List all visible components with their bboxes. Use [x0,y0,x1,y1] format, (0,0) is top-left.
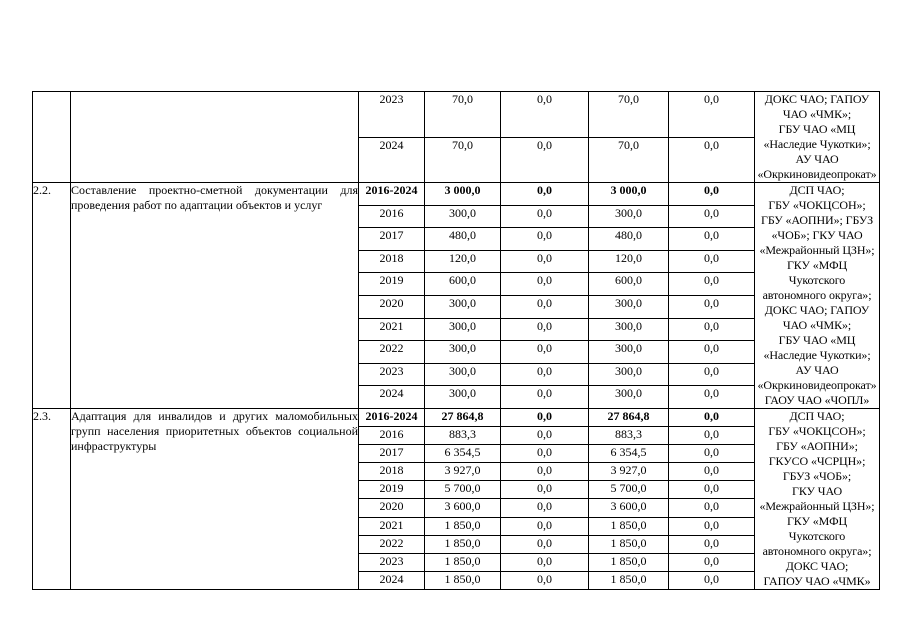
executor-line: ГКУСО «ЧСРЦН»; [768,454,866,468]
federal-cell: 0,0 [501,318,589,341]
program-table [32,91,880,590]
total-cell: 3 000,0 [425,183,501,206]
federal-cell: 0,0 [501,228,589,251]
regional-cell: 1 850,0 [589,553,669,571]
executor-line: ДСП ЧАО; [789,409,845,423]
table-body [33,92,880,590]
other-cell: 0,0 [669,535,755,553]
other-cell: 0,0 [669,250,755,273]
executor-line: ГБУ «ЧОКЦСОН»; [768,424,866,438]
executor-line: ГБУ ЧАО «МЦ [778,333,856,347]
executor-line: ДОКС ЧАО; ГАПОУ [764,303,870,317]
executor-line: «Межрайонный ЦЗН»; [759,243,875,257]
executor-line: ГБУЗ «ЧОБ»; [782,469,852,483]
total-cell: 70,0 [425,137,501,183]
year-cell: 2017 [359,445,425,463]
regional-cell: 300,0 [589,205,669,228]
year-cell: 2019 [359,481,425,499]
regional-cell: 1 850,0 [589,571,669,589]
other-cell: 0,0 [669,137,755,183]
executor-line: «Наследие Чукотки»; [763,348,871,362]
federal-cell: 0,0 [501,205,589,228]
executor-line: ЧАО «ЧМК»; [782,107,852,121]
total-cell: 300,0 [425,295,501,318]
federal-cell: 0,0 [501,137,589,183]
executor-line: ДОКС ЧАО; [785,559,849,573]
year-cell: 2024 [359,137,425,183]
federal-cell: 0,0 [501,535,589,553]
executor-line: «Окркиновидеопрокат» [757,378,877,392]
other-cell: 0,0 [669,92,755,138]
total-cell: 3 927,0 [425,463,501,481]
activity-name [71,92,359,183]
federal-cell: 0,0 [501,92,589,138]
regional-cell: 3 000,0 [589,183,669,206]
executors-cell [755,183,880,409]
federal-cell: 0,0 [501,427,589,445]
federal-cell: 0,0 [501,553,589,571]
executor-line: АУ ЧАО [795,152,839,166]
executor-line: АУ ЧАО [795,363,839,377]
regional-cell: 1 850,0 [589,517,669,535]
year-cell: 2023 [359,553,425,571]
year-cell: 2024 [359,571,425,589]
executor-line: ГКУ «МФЦ [786,258,848,272]
other-cell: 0,0 [669,183,755,206]
regional-cell: 883,3 [589,427,669,445]
total-cell: 300,0 [425,318,501,341]
table-row [33,92,880,138]
executor-line: «Наследие Чукотки»; [763,137,871,151]
regional-cell: 600,0 [589,273,669,296]
executor-line: ГАПОУ ЧАО «ЧМК» [763,574,871,588]
federal-cell: 0,0 [501,445,589,463]
item-number: 2.2. [33,183,71,409]
executor-line: ГБУ «ЧОКЦСОН»; [768,198,866,212]
other-cell: 0,0 [669,409,755,427]
year-cell: 2022 [359,341,425,364]
executor-line: «ЧОБ»; ГКУ ЧАО [771,228,863,242]
activity-name: Составление проектно-сметной документации для проведения работ по адаптации объектов и услуг [71,183,359,409]
year-cell: 2016-2024 [359,409,425,427]
federal-cell: 0,0 [501,386,589,409]
table-row [33,183,880,206]
item-number [33,92,71,183]
total-cell: 480,0 [425,228,501,251]
regional-cell: 120,0 [589,250,669,273]
year-cell: 2018 [359,463,425,481]
regional-cell: 300,0 [589,386,669,409]
table-row [33,409,880,427]
other-cell: 0,0 [669,318,755,341]
executor-line: ГКУ «МФЦ [786,514,848,528]
federal-cell: 0,0 [501,409,589,427]
total-cell: 1 850,0 [425,535,501,553]
other-cell: 0,0 [669,463,755,481]
item-number: 2.3. [33,409,71,590]
total-cell: 600,0 [425,273,501,296]
regional-cell: 1 850,0 [589,535,669,553]
executors-cell [755,409,880,590]
other-cell: 0,0 [669,341,755,364]
other-cell: 0,0 [669,427,755,445]
year-cell: 2022 [359,535,425,553]
executor-line: «Окркиновидеопрокат» [757,167,877,181]
federal-cell: 0,0 [501,499,589,517]
federal-cell: 0,0 [501,183,589,206]
total-cell: 1 850,0 [425,553,501,571]
federal-cell: 0,0 [501,517,589,535]
other-cell: 0,0 [669,481,755,499]
year-cell: 2021 [359,318,425,341]
regional-cell: 6 354,5 [589,445,669,463]
other-cell: 0,0 [669,445,755,463]
total-cell: 1 850,0 [425,517,501,535]
other-cell: 0,0 [669,571,755,589]
year-cell: 2018 [359,250,425,273]
regional-cell: 70,0 [589,137,669,183]
other-cell: 0,0 [669,363,755,386]
regional-cell: 3 927,0 [589,463,669,481]
other-cell: 0,0 [669,553,755,571]
other-cell: 0,0 [669,205,755,228]
regional-cell: 27 864,8 [589,409,669,427]
executor-line: ГБУ ЧАО «МЦ [778,122,856,136]
year-cell: 2016-2024 [359,183,425,206]
federal-cell: 0,0 [501,341,589,364]
total-cell: 5 700,0 [425,481,501,499]
executor-line: ГБУ «АОПНИ»; [776,439,858,453]
total-cell: 883,3 [425,427,501,445]
executor-line: ДОКС ЧАО; ГАПОУ [764,92,870,106]
executor-line: Чукотского [788,273,846,287]
total-cell: 300,0 [425,363,501,386]
federal-cell: 0,0 [501,363,589,386]
other-cell: 0,0 [669,499,755,517]
year-cell: 2021 [359,517,425,535]
federal-cell: 0,0 [501,295,589,318]
other-cell: 0,0 [669,273,755,296]
year-cell: 2016 [359,205,425,228]
other-cell: 0,0 [669,386,755,409]
federal-cell: 0,0 [501,481,589,499]
regional-cell: 300,0 [589,295,669,318]
regional-cell: 300,0 [589,341,669,364]
year-cell: 2019 [359,273,425,296]
total-cell: 120,0 [425,250,501,273]
regional-cell: 300,0 [589,318,669,341]
regional-cell: 480,0 [589,228,669,251]
year-cell: 2024 [359,386,425,409]
federal-cell: 0,0 [501,463,589,481]
regional-cell: 5 700,0 [589,481,669,499]
executor-line: ГБУ «АОПНИ»; ГБУЗ [760,213,874,227]
year-cell: 2023 [359,92,425,138]
executor-line: ЧАО «ЧМК»; [782,318,852,332]
executors-cell [755,92,880,183]
regional-cell: 3 600,0 [589,499,669,517]
executor-line: Чукотского [788,529,846,543]
executor-line: ДСП ЧАО; [789,183,845,197]
total-cell: 6 354,5 [425,445,501,463]
activity-name: Адаптация для инвалидов и других маломобильных групп населения приоритетных объектов социальной инфраструктуры [71,409,359,590]
federal-cell: 0,0 [501,273,589,296]
regional-cell: 70,0 [589,92,669,138]
year-cell: 2020 [359,295,425,318]
executor-line: автономного округа»; [762,288,872,302]
total-cell: 300,0 [425,386,501,409]
regional-cell: 300,0 [589,363,669,386]
total-cell: 300,0 [425,205,501,228]
other-cell: 0,0 [669,228,755,251]
federal-cell: 0,0 [501,571,589,589]
total-cell: 300,0 [425,341,501,364]
year-cell: 2020 [359,499,425,517]
year-cell: 2023 [359,363,425,386]
total-cell: 70,0 [425,92,501,138]
executor-line: автономного округа»; [762,544,872,558]
total-cell: 27 864,8 [425,409,501,427]
year-cell: 2016 [359,427,425,445]
year-cell: 2017 [359,228,425,251]
total-cell: 1 850,0 [425,571,501,589]
total-cell: 3 600,0 [425,499,501,517]
executor-line: «Межрайонный ЦЗН»; [759,499,875,513]
executor-line: ГКУ ЧАО [791,484,843,498]
other-cell: 0,0 [669,517,755,535]
other-cell: 0,0 [669,295,755,318]
executor-line: ГАОУ ЧАО «ЧОПЛ» [764,393,870,407]
federal-cell: 0,0 [501,250,589,273]
